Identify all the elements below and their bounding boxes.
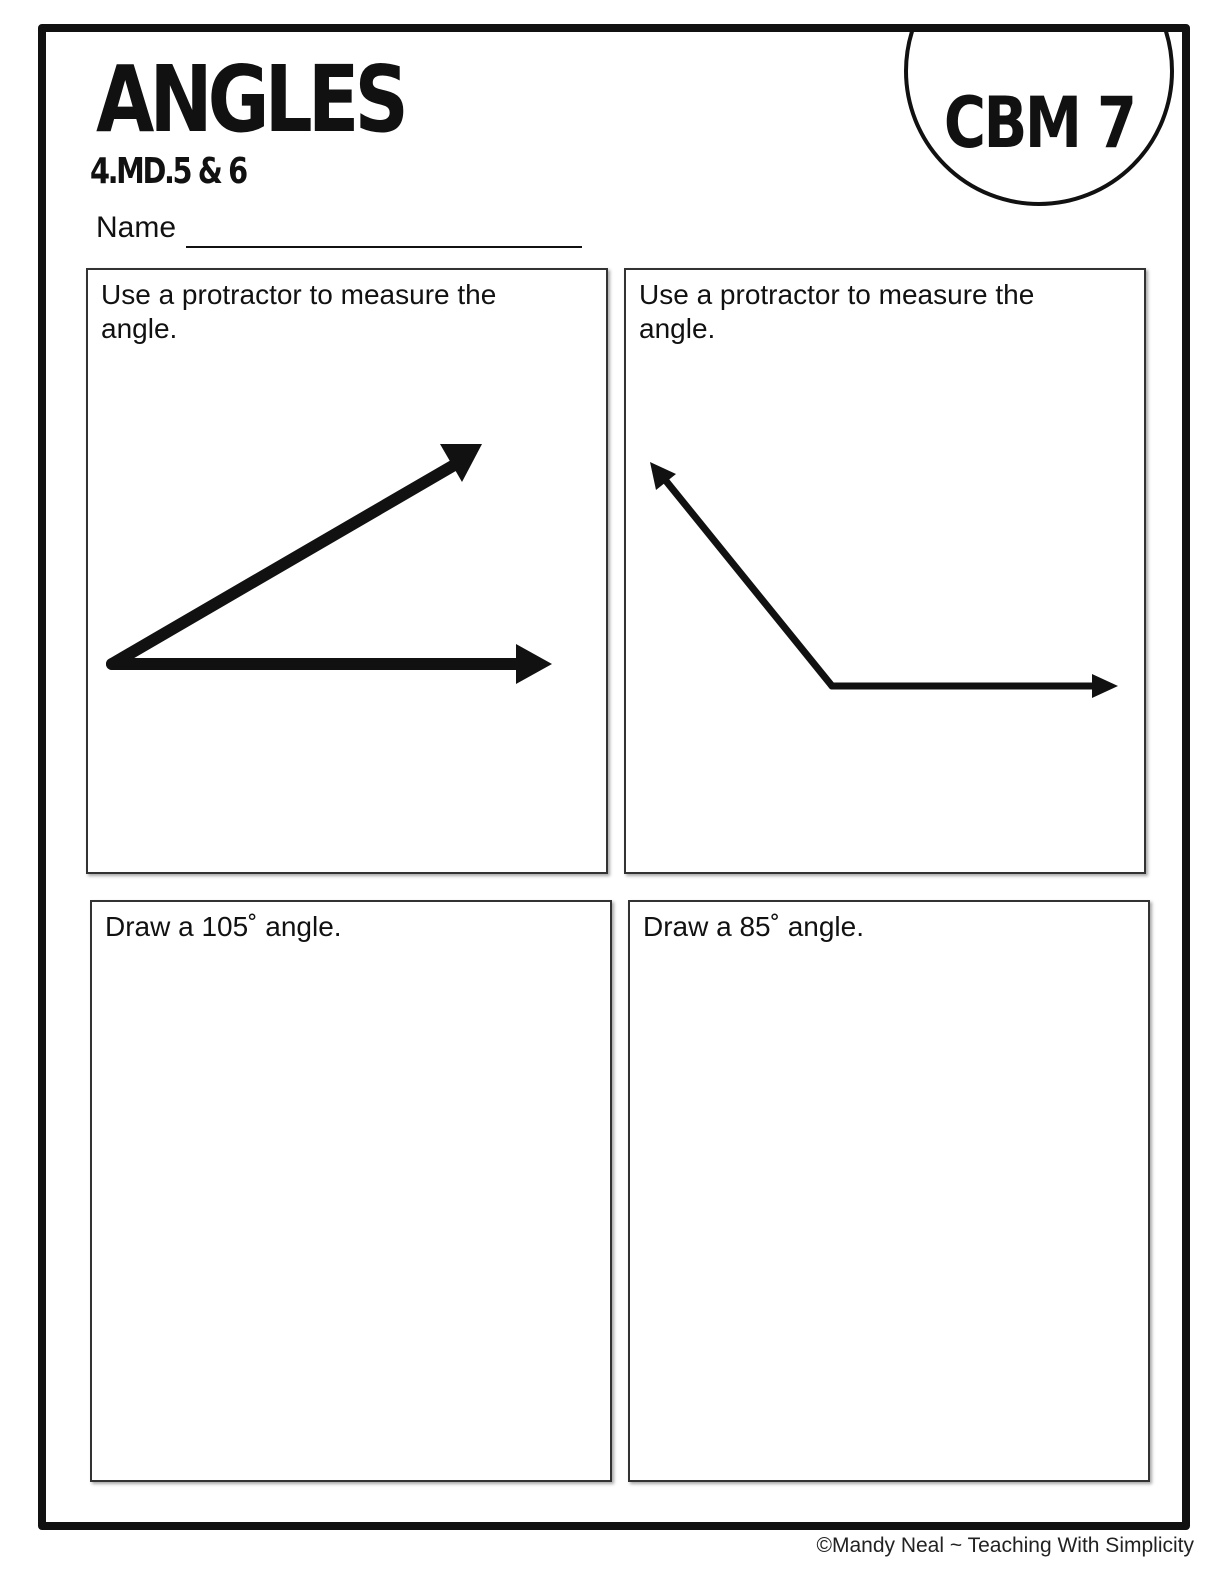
problem-1-prompt: Use a protractor to measure the angle.: [101, 279, 497, 344]
acute-angle-figure: [88, 270, 608, 874]
cbm-badge: [904, 24, 1174, 206]
problem-3-prompt: Draw a 105˚ angle.: [105, 911, 342, 942]
name-label: Name: [96, 211, 177, 244]
problem-box-3[interactable]: [90, 900, 612, 1482]
obtuse-angle-figure: [626, 270, 1146, 874]
problem-box-1[interactable]: [86, 268, 608, 874]
angle-1-ray-upper: [112, 464, 456, 664]
name-row: [96, 208, 582, 248]
problem-box-4[interactable]: [628, 900, 1150, 1482]
problem-box-2[interactable]: [624, 268, 1146, 874]
problem-4-prompt: Draw a 85˚ angle.: [643, 911, 865, 942]
copyright-footer: ©Mandy Neal ~ Teaching With Simplicity: [816, 1534, 1194, 1557]
cbm-badge-label: CBM 7: [943, 82, 1135, 164]
problem-2-prompt: Use a protractor to measure the angle.: [639, 279, 1035, 344]
standard-code: 4.MD.5 & 6: [90, 151, 246, 192]
name-field[interactable]: [186, 216, 582, 248]
angle-2-ray-upper: [662, 476, 832, 686]
angle-2-arrowhead-lower: [1092, 674, 1118, 698]
worksheet-frame: [38, 24, 1190, 1530]
angle-1-arrowhead-lower: [516, 644, 552, 684]
worksheet-title: ANGLES: [96, 46, 404, 153]
